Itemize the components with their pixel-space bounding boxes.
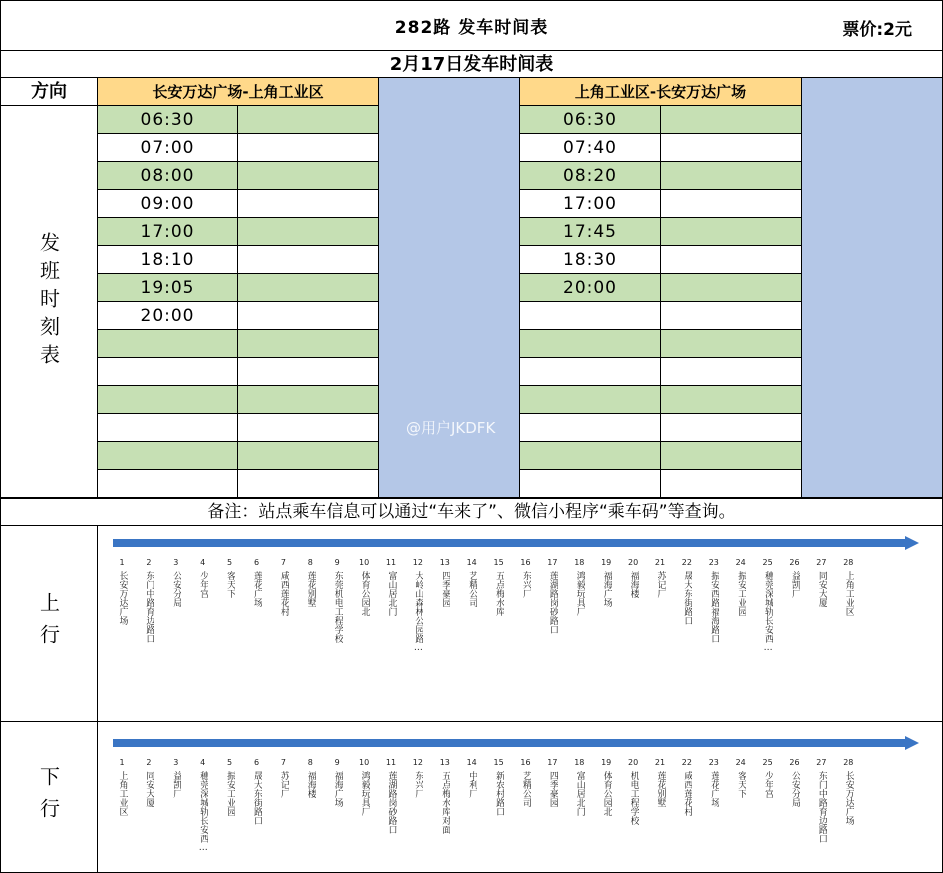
up-stop-number: 21	[654, 558, 666, 567]
up-stop-name: 富山居北门	[386, 571, 397, 616]
down-stop	[358, 757, 370, 816]
up-stop-name: 振安工业园	[736, 571, 747, 616]
down-stop	[573, 757, 585, 816]
down-stop-name: 少年宫	[763, 771, 774, 798]
up-label-cell	[1, 526, 98, 721]
down-stop-name: 晟大东街路口	[252, 771, 262, 825]
empty-cell-b	[661, 134, 802, 162]
up-stop-number: 13	[439, 558, 450, 567]
down-stop	[466, 757, 478, 798]
down-stop-number: 6	[253, 758, 260, 767]
empty-cell-a	[238, 246, 379, 274]
up-stop	[762, 557, 774, 653]
up-stop-name: 福海楼	[628, 571, 639, 598]
up-stop-number: 5	[227, 558, 233, 567]
empty-cell-b	[661, 106, 802, 134]
up-stop	[627, 557, 639, 598]
up-stop	[358, 557, 370, 616]
departure-time-a: 06:30	[98, 106, 238, 134]
departure-time-b	[520, 302, 661, 330]
down-stop-number: 26	[789, 758, 800, 767]
departure-time-a	[98, 330, 238, 358]
up-stop-number: 2	[146, 558, 152, 567]
down-stop-name: 福海广场	[332, 771, 343, 807]
down-stop-name: 四季豪园	[547, 771, 558, 807]
empty-cell-a	[238, 358, 379, 386]
down-stop-number: 14	[466, 758, 477, 767]
down-stop-number: 24	[735, 758, 746, 767]
blue-column-b	[802, 78, 942, 498]
down-stop-name: 上角工业区	[117, 771, 128, 816]
up-stop-name: 东莞机电工程学校	[332, 571, 343, 643]
up-stop-number: 7	[280, 558, 286, 567]
up-stop-number: 26	[789, 558, 800, 567]
down-stop-number: 12	[412, 758, 423, 767]
up-stop-name: 上角工业区	[843, 571, 854, 616]
route-b-header: 上角工业区-长安万达广场	[520, 78, 802, 106]
watermark: @用户JKDFK	[406, 419, 496, 437]
down-stop-name: 穗莞深城轨长安西…	[198, 771, 209, 853]
up-stop-number: 11	[385, 558, 397, 567]
down-stop-number: 19	[601, 758, 612, 767]
down-stop-number: 13	[439, 758, 450, 767]
direction-label: 方向	[1, 78, 98, 106]
down-stop-name: 体育公园北	[601, 771, 612, 816]
down-stop	[170, 757, 182, 798]
down-stop-name: 公安分局	[790, 771, 800, 807]
up-stop-name: 少年宫	[198, 571, 209, 598]
empty-cell-a	[238, 386, 379, 414]
down-stop-name: 富山居北门	[574, 771, 585, 816]
down-stop	[197, 757, 209, 853]
down-stop-number: 22	[681, 758, 692, 767]
up-stop	[842, 557, 854, 616]
down-stop	[546, 757, 558, 807]
departure-time-a	[98, 470, 238, 498]
down-stop-name: 东门中路育边路口	[816, 771, 827, 843]
down-stop-number: 11	[385, 758, 397, 767]
empty-cell-b	[661, 274, 802, 302]
down-stop	[277, 757, 289, 798]
up-stop-number: 8	[307, 558, 313, 567]
departure-time-b	[520, 330, 661, 358]
departure-time-b: 08:20	[520, 162, 661, 190]
up-stop-number: 14	[466, 558, 477, 567]
empty-cell-a	[238, 106, 379, 134]
down-stop-number: 16	[520, 758, 531, 767]
down-stop	[304, 757, 316, 798]
up-stop	[466, 557, 478, 607]
departure-time-a	[98, 414, 238, 442]
down-stop-number: 7	[280, 758, 286, 767]
down-label: 下行	[36, 766, 61, 830]
down-stop-name: 五点梅水库对面	[440, 771, 451, 834]
up-stop-name: 体育公园北	[359, 571, 370, 616]
up-stop	[520, 557, 532, 598]
up-stop-name: 振安西路福海路口	[709, 571, 720, 643]
down-stop-name: 中利厂	[467, 771, 478, 798]
departure-time-b: 17:00	[520, 190, 661, 218]
up-stop-number: 6	[253, 558, 260, 567]
empty-cell-a	[238, 330, 379, 358]
down-stop-number: 23	[708, 758, 719, 767]
up-stop-name: 四季豪园	[440, 571, 451, 607]
up-stop-number: 28	[843, 558, 854, 567]
down-stop-name: 长安万达广场	[843, 771, 854, 825]
departure-time-a	[98, 386, 238, 414]
departure-time-b	[520, 386, 661, 414]
up-stop-number: 15	[493, 558, 504, 567]
down-stop	[789, 757, 801, 807]
up-stop-name: 公安分局	[171, 571, 182, 607]
schedule-side-label	[1, 106, 98, 498]
up-stop	[439, 557, 451, 607]
route-a-header: 长安万达广场-上角工业区	[98, 78, 379, 106]
down-stop	[627, 757, 639, 825]
up-stop	[789, 557, 801, 598]
empty-cell-b	[661, 442, 802, 470]
down-stop-number: 21	[654, 758, 666, 767]
up-stop-number: 17	[547, 558, 558, 567]
departure-time-a: 17:00	[98, 218, 238, 246]
down-stop	[654, 757, 666, 807]
down-stop-number: 25	[762, 758, 773, 767]
up-stop-name: 东门中路育边路口	[144, 571, 155, 643]
empty-cell-b	[661, 330, 802, 358]
empty-cell-b	[661, 358, 802, 386]
up-stop-number: 10	[359, 558, 370, 567]
departure-time-a: 09:00	[98, 190, 238, 218]
empty-cell-a	[238, 442, 379, 470]
up-stop-name: 客天下	[225, 571, 236, 598]
down-stop-number: 20	[628, 758, 639, 767]
departure-time-a	[98, 358, 238, 386]
up-stop-number: 19	[601, 558, 612, 567]
up-stop	[815, 557, 827, 607]
down-direction-arrow-icon	[113, 736, 919, 750]
down-stop-number: 17	[547, 758, 558, 767]
up-stop	[277, 557, 289, 616]
up-stop	[573, 557, 585, 616]
down-stop-number: 15	[493, 758, 504, 767]
empty-cell-a	[238, 162, 379, 190]
up-direction-arrow-icon	[113, 536, 919, 550]
down-stop-name: 振安工业园	[225, 771, 236, 816]
up-stop	[735, 557, 747, 616]
down-stop	[735, 757, 747, 798]
down-stop	[385, 757, 397, 834]
up-stop-name: 莲花别墅	[305, 571, 316, 607]
up-stop	[170, 557, 182, 607]
empty-cell-a	[238, 302, 379, 330]
up-stop-number: 3	[173, 558, 179, 567]
down-stop-name: 同安大厦	[144, 771, 155, 807]
up-stop-name: 五点梅水库	[494, 571, 505, 616]
up-stop	[600, 557, 612, 607]
departure-time-b	[520, 358, 661, 386]
up-stop-number: 22	[681, 558, 692, 567]
down-stop-name: 莲湖路岗砂路口	[386, 771, 397, 834]
down-stop-number: 28	[843, 758, 854, 767]
up-stop-name: 晟大东街路口	[682, 571, 693, 625]
up-stop-name: 莲花广场	[252, 571, 262, 607]
up-stop-number: 23	[708, 558, 719, 567]
empty-cell-a	[238, 190, 379, 218]
departure-time-a: 18:10	[98, 246, 238, 274]
empty-cell-b	[661, 218, 802, 246]
down-stop	[762, 757, 774, 798]
down-stop-number: 1	[119, 758, 125, 767]
up-stop	[493, 557, 505, 616]
up-route-section	[1, 526, 942, 722]
down-stop	[681, 757, 693, 816]
down-stop	[116, 757, 128, 816]
up-stop-name: 东兴厂	[521, 571, 531, 598]
down-stop-number: 5	[227, 758, 233, 767]
up-stop	[331, 557, 343, 643]
down-stop	[815, 757, 827, 843]
down-stop	[331, 757, 343, 807]
departure-time-a: 07:00	[98, 134, 238, 162]
departure-time-b: 07:40	[520, 134, 661, 162]
up-stop-number: 4	[200, 558, 206, 567]
empty-cell-a	[238, 414, 379, 442]
note-row: 备注：站点乘车信息可以通过“车来了”、微信小程序“乘车码”等查询。	[1, 498, 942, 526]
down-stop	[708, 757, 720, 807]
up-stop	[304, 557, 316, 607]
up-stop	[116, 557, 128, 625]
empty-cell-b	[661, 246, 802, 274]
down-stop	[251, 757, 263, 825]
up-stop	[681, 557, 693, 625]
down-stop-name: 新农村路口	[494, 771, 505, 816]
down-stop-name: 福海楼	[305, 771, 316, 798]
down-stop-number: 3	[173, 758, 179, 767]
up-stop-number: 16	[520, 558, 531, 567]
down-route-section	[1, 722, 942, 873]
up-stop-name: 大岭山森林公园路…	[413, 571, 424, 653]
down-stop	[439, 757, 451, 834]
up-stop-name: 同安大厦	[816, 571, 827, 607]
departure-time-b: 17:45	[520, 218, 661, 246]
date-title: 2月17日发车时间表	[1, 51, 942, 78]
up-stop-name: 咸西莲花村	[278, 571, 289, 616]
empty-cell-b	[661, 162, 802, 190]
up-stop-name: 鸿毅玩具厂	[574, 571, 585, 616]
up-stop-name: 艺精公司	[467, 571, 478, 607]
up-stop-name: 益凯厂	[790, 571, 800, 598]
down-stop	[143, 757, 155, 807]
up-label: 上行	[36, 591, 61, 656]
up-stop-name: 穗莞深城轨长安西…	[763, 571, 774, 653]
departure-time-a: 08:00	[98, 162, 238, 190]
up-stop	[385, 557, 397, 616]
departure-time-b: 20:00	[520, 274, 661, 302]
down-stop-number: 8	[307, 758, 313, 767]
empty-cell-b	[661, 190, 802, 218]
page-title: 282路 发车时间表	[394, 18, 549, 38]
empty-cell-a	[238, 218, 379, 246]
schedule-side-text: 发班时刻表	[36, 231, 61, 372]
up-stop-name: 长安万达广场	[117, 571, 128, 625]
up-stop-number: 18	[574, 558, 585, 567]
down-stop-name: 机电工程学校	[628, 771, 639, 825]
up-stop	[412, 557, 424, 653]
down-stop	[493, 757, 505, 816]
departure-time-a: 20:00	[98, 302, 238, 330]
down-stop-name: 客天下	[736, 771, 747, 798]
down-stop	[224, 757, 236, 816]
departure-time-b	[520, 442, 661, 470]
departure-time-b	[520, 414, 661, 442]
departure-time-b: 06:30	[520, 106, 661, 134]
down-stop-number: 10	[359, 758, 370, 767]
departure-time-a: 19:05	[98, 274, 238, 302]
down-stop-name: 鸿毅玩具厂	[359, 771, 370, 816]
up-stop-number: 9	[334, 558, 340, 567]
up-stop-name: 苏记厂	[655, 571, 666, 598]
empty-cell-b	[661, 302, 802, 330]
down-stop-name: 咸西莲花村	[682, 771, 693, 816]
down-stop	[520, 757, 532, 807]
empty-cell-a	[238, 134, 379, 162]
up-stop	[224, 557, 236, 598]
up-stop-number: 24	[735, 558, 746, 567]
down-stop-name: 苏记厂	[278, 771, 289, 798]
empty-cell-b	[661, 386, 802, 414]
down-stop-name: 益凯厂	[171, 771, 182, 798]
up-stop	[546, 557, 558, 634]
down-stop-name: 艺精公司	[521, 771, 531, 807]
up-stop-number: 25	[762, 558, 773, 567]
down-stop-name: 莲花别墅	[655, 771, 666, 807]
up-stop	[251, 557, 263, 607]
up-stop	[143, 557, 155, 643]
down-stop-number: 27	[816, 758, 827, 767]
down-label-cell	[1, 722, 98, 873]
up-stop-name: 莲湖路岗砂路口	[547, 571, 558, 634]
empty-cell-b	[661, 414, 802, 442]
up-stop-number: 12	[412, 558, 423, 567]
down-stop-name: 莲花广场	[709, 771, 720, 807]
fare-label: 票价:2元	[842, 20, 912, 40]
up-stop	[654, 557, 666, 598]
up-stop	[197, 557, 209, 598]
departure-time-b: 18:30	[520, 246, 661, 274]
up-stop-name: 福海广场	[601, 571, 612, 607]
down-stop-number: 4	[200, 758, 206, 767]
down-stop	[600, 757, 612, 816]
up-stop-number: 1	[119, 558, 125, 567]
down-stop	[412, 757, 424, 798]
empty-cell-b	[661, 470, 802, 498]
empty-cell-a	[238, 274, 379, 302]
down-stop	[842, 757, 854, 825]
departure-time-a	[98, 442, 238, 470]
down-stop-number: 2	[146, 758, 152, 767]
up-stop-number: 20	[628, 558, 639, 567]
up-stop	[708, 557, 720, 643]
down-stop-number: 9	[334, 758, 340, 767]
empty-cell-a	[238, 470, 379, 498]
up-stop-number: 27	[816, 558, 827, 567]
title-row	[1, 1, 942, 51]
down-stop-number: 18	[574, 758, 585, 767]
departure-time-b	[520, 470, 661, 498]
down-stop-name: 东兴厂	[413, 771, 424, 798]
